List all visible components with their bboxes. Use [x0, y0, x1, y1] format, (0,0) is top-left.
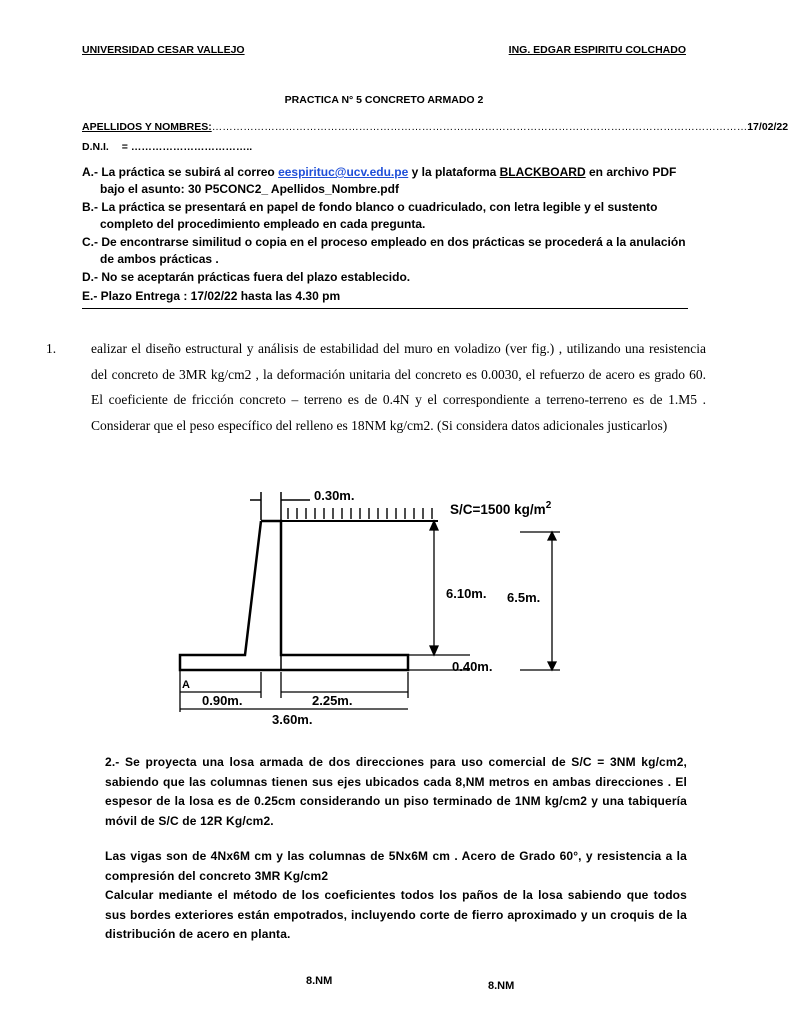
label-stem-height: 6.10m. [446, 586, 487, 601]
names-line [82, 121, 788, 133]
section-divider [82, 308, 688, 309]
instruction-a-cont: bajo el asunto: 30 P5CONC2_ Apellidos_Nombre.pdf [100, 181, 399, 196]
label-top-width: 0.30m. [314, 488, 355, 503]
platform-name: BLACKBOARD [499, 165, 586, 179]
footer-label-2: 8.NM [488, 980, 515, 992]
instruction-e: E.- Plazo Entrega : 17/02/22 hasta las 4.30 pm [82, 289, 341, 303]
question-2-para-3: Calcular mediante el método de los coeficientes todos los paños de la losa sabiendo que todos sus bordes exteriores están empotrados, incluyendo corte de fierro aproximado y un croquis de la distribución de acero en planta. [105, 888, 687, 941]
question-1-text: ealizar el diseño estructural y análisis de estabilidad del muro en voladizo (ver fig.) , utilizando una resistencia del concreto de 3MR kg/cm2 , la deformación unitaria del concreto es 0.0030, el refuerzo de acero es grado 60. El coeficiente de fricción concreto – terreno es de 0.4N y el correspondiente a terreno-terreno es de 1.M5 . Considerar que el peso específico del relleno es 18NM kg/cm2. (Si considera datos adicionales justicarlos) [91, 341, 706, 433]
instruction-a-text: A.- La práctica se subirá al correo [82, 165, 279, 179]
dni-label: D.N.I. [82, 141, 109, 153]
email-link[interactable]: eespirituc@ucv.edu.pe [278, 165, 409, 179]
dni-line [82, 141, 252, 153]
instruction-a-post: en archivo PDF [585, 165, 677, 179]
instruction-b [82, 199, 692, 232]
instruction-c-cont: de ambos prácticas . [100, 251, 219, 266]
instruction-c [82, 234, 692, 267]
instruction-a-mid: y la plataforma [408, 165, 500, 179]
instructor-header: ING. EDGAR ESPIRITU COLCHADO [508, 44, 686, 56]
surcharge-arrows [288, 508, 432, 519]
question-2-para-2: Las vigas son de 4Nx6M cm y las columnas de 5Nx6M cm . Acero de Grado 60°, y resistencia a la compresión del concreto 3MR Kg/cm2 [105, 849, 687, 883]
label-base-length: 3.60m. [272, 712, 313, 727]
practice-title: PRACTICA N° 5 CONCRETO ARMADO 2 [284, 94, 484, 106]
instruction-d: D.- No se aceptarán prácticas fuera del plazo establecido. [82, 270, 411, 284]
date-field: 17/02/22 [747, 121, 788, 133]
dni-value: = …………………………….. [121, 141, 253, 153]
names-dots: ……………………………………………………………………………………………………………………………………… [211, 121, 748, 133]
retaining-wall-figure [180, 480, 680, 730]
question-1-number: 1. [46, 341, 57, 356]
label-base-thickness: 0.40m. [452, 659, 493, 674]
university-header: UNIVERSIDAD CESAR VALLEJO [82, 44, 245, 56]
instruction-b-cont: completo del procedimiento empleado en cada pregunta. [100, 216, 426, 231]
label-surcharge: S/C=1500 $kg/m^2$ [450, 500, 552, 517]
instruction-c-text: C.- De encontrarse similitud o copia en el proceso empleado en dos prácticas se procederá a la anulación [82, 235, 686, 249]
question-2-para-1: 2.- Se proyecta una losa armada de dos direcciones para uso comercial de S/C = 3NM kg/cm2, sabiendo que las columnas tienen sus ejes ubicados cada 8,NM metros en ambas direcciones . El espesor de la losa es de 0.25cm considerando un piso terminado de 1NM kg/cm2 y una tabiquería móvil de S/C de 12R Kg/cm2. [105, 755, 687, 828]
footer-label-1: 8.NM [306, 975, 333, 987]
wall-outline [180, 521, 408, 670]
label-point-a: A [182, 679, 190, 691]
question-1 [46, 336, 706, 438]
names-label: APELLIDOS Y NOMBRES: [82, 121, 212, 133]
instruction-a [82, 164, 692, 197]
label-heel-length: 2.25m. [312, 693, 353, 708]
label-toe-length: 0.90m. [202, 693, 243, 708]
instruction-b-text: B.- La práctica se presentará en papel de fondo blanco o cuadriculado, con letra legible y el sustento [82, 200, 658, 214]
label-total-height: 6.5m. [507, 590, 541, 605]
